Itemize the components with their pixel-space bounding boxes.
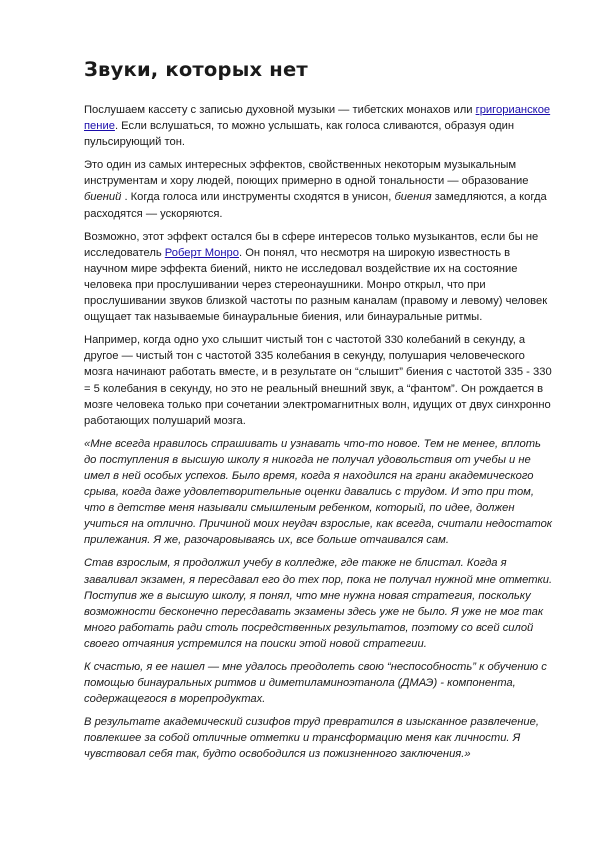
paragraph-2-text-a: Это один из самых интересных эффектов, свойственных некоторым музыкальным инструментам и хору людей, поющих примерно в одной тональности — образование (84, 159, 529, 188)
paragraph-3-text-a: Возможно, этот эффект остался бы в сфере интересов только музыкантов, если бы не исследователь (84, 230, 539, 259)
article-title: Звуки, которых нет (84, 58, 308, 81)
term-bieniy: биений (84, 191, 122, 204)
term-bieniya: биения (394, 191, 432, 204)
paragraph-3 (84, 229, 554, 326)
gregorian-chant-link[interactable]: григорианское пение (84, 104, 551, 133)
article (84, 58, 554, 770)
quote-paragraph-2: Став взрослым, я продолжил учебу в колледже, где также не блистал. Когда я заваливал экзамен, я пересдавал его до тех пор, пока не получал нужной мне отметки. Поступив же в высшую школу, я понял, что мне нужна новая стратегия, поскольку возможности бесконечно пересдавать экзамены здесь уже не было. Я уже не мог так много работать ради столь посредственных результатов, поэтому со всей силой своего отчаяния устремился на поиски этой новой стратегии. (84, 557, 553, 650)
paragraph-1-text-b: . Если вслушаться, то можно услышать, как голоса сливаются, образуя один пульсирующий тон. (84, 120, 515, 149)
paragraph-2-text-b: . Когда голоса или инструменты сходятся в унисон, (121, 191, 395, 204)
paragraph-1-text-a: Послушаем кассету с записью духовной музыки — тибетских монахов или (84, 104, 476, 116)
paragraph-4: Например, когда одно ухо слышит чистый тон с частотой 330 колебаний в секунду, а другое — чистый тон с частотой 335 колебания в секунду, полушария человеческого мозга начинают работать вместе, и в результате он “слышит” биения с частотой 335 - 330 = 5 колебания в секунду, но это не реальный внешний звук, а “фантом”. Он рождается в мозге человека только при сочетании электромагнитных волн, идущих от двух синхронно работающих полушарий мозга. (84, 334, 552, 427)
paragraph-3-text-b: . Он понял, что несмотря на широкую известность в научном мире эффекта биений, никто не исследовал воздействие их на состояние человека при прослушивании через стереонаушники. Монро открыл, что при прослушивании звуков близкой частоты по разным каналам (правому и левому) человек ощущает так называемые бинауральные биения, или бинауральные ритмы. (84, 246, 548, 324)
quote-paragraph-4: В результате академический сизифов труд превратился в изысканное развлечение, повлекшее за собой отличные отметки и трансформацию меня как личности. Я чувствовал себя так, будто освободился из пожизненного заключения.» (84, 716, 539, 761)
paragraph-1 (84, 102, 554, 150)
quote-paragraph-3: К счастью, я ее нашел — мне удалось преодолеть свою “неспособность” к обучению с помощью бинауральных ритмов и диметиламиноэтанола (ДМАЭ) - компонента, содержащегося в морепродуктах. (84, 661, 547, 706)
quote-paragraph-1: «Мне всегда нравилось спрашивать и узнавать что-то новое. Тем не менее, вплоть до поступления в высшую школу я никогда не получал удовольствия от учебы и не имел в ней особых успехов. Было время, когда я находился на грани академического срыва, когда даже удовлетворительные оценки давались с трудом. И это при том, что в детстве меня называли смышленым ребенком, который, по идее, должен учиться на отлично. Причиной моих неудач взрослые, как всегда, считали недостаток прилежания. Я же, разочаровываясь их, все больше отчаивался сам. (84, 437, 553, 547)
paragraph-2-text-c: замедляются, а когда расходятся — ускоряются. (84, 191, 547, 220)
paragraph-2 (84, 157, 554, 221)
robert-monroe-link[interactable]: Роберт Монро (164, 246, 239, 259)
